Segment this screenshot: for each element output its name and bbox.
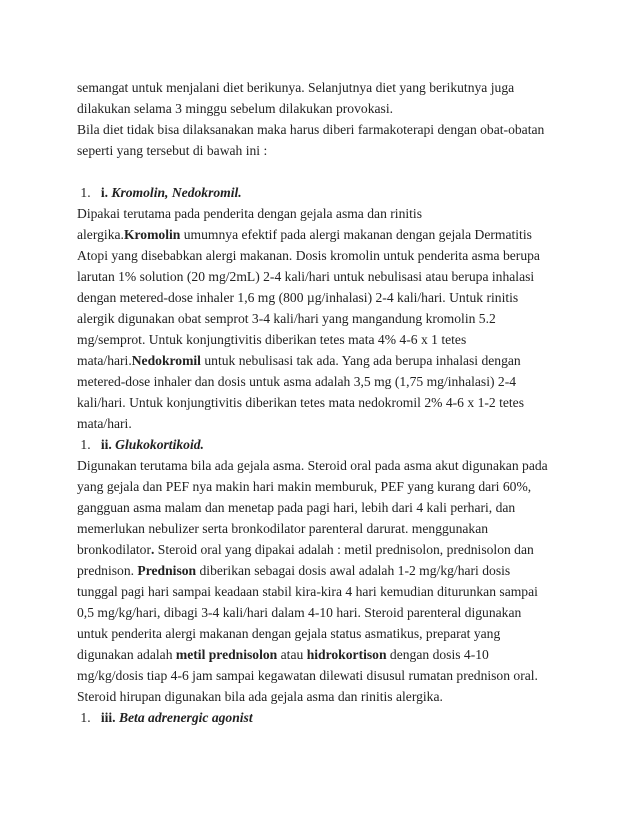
text-line: yang gejala dan PEF nya makin hari makin memburuk, PEF yang kurang dari 60%, — [77, 479, 532, 494]
text-line: Atopi yang disebabkan alergi makanan. Dosis kromolin untuk penderita asma berupa — [77, 248, 540, 263]
section-heading — [77, 182, 577, 203]
section-title: Glukokortikoid. — [115, 437, 204, 452]
text-line: alergika.Kromolin umumnya efektif pada alergi makanan dengan gejala Dermatitis — [77, 227, 532, 242]
text-line: kali/hari. Untuk konjungtivitis diberikan tetes mata nedokromil 2% 4-6 x 1-2 tetes — [77, 395, 524, 410]
text-line: semangat untuk menjalani diet berikunya. Selanjutnya diet yang berikutnya juga — [77, 80, 515, 95]
list-number: 1. — [80, 710, 91, 725]
section-title: Kromolin, Nedokromil. — [111, 185, 242, 200]
text-line: tunggal pagi hari sampai keadaan stabil kira-kira 4 hari kemudian diturunkan sampai — [77, 584, 538, 599]
drug-name: hidrokortison — [306, 647, 387, 662]
drug-name: metil prednisolon — [175, 647, 278, 662]
text-line: larutan 1% solution (20 mg/2mL) 2-4 kali/hari untuk nebulisasi atau berupa inhalasi — [77, 269, 535, 284]
text-line: dilakukan selama 3 minggu sebelum dilakukan provokasi. — [77, 101, 393, 116]
text-line: untuk penderita alergi makanan dengan gejala status asmatikus, preparat yang — [77, 626, 501, 641]
drug-name: Nedokromil — [131, 353, 201, 368]
text-line: Bila diet tidak bisa dilaksanakan maka harus diberi farmakoterapi dengan obat-obatan — [77, 122, 545, 137]
text-line: mg/semprot. Untuk konjungtivitis diberikan tetes mata 4% 4-6 x 1 tetes — [77, 332, 467, 347]
blank-line — [77, 161, 577, 182]
list-number: 1. — [80, 437, 91, 452]
document-page — [77, 77, 577, 728]
roman-numeral: iii. — [100, 710, 116, 725]
text-line: prednison. Prednison diberikan sebagai dosis awal adalah 1-2 mg/kg/hari dosis — [77, 563, 511, 578]
text-line: 0,5 mg/kg/hari, dibagi 3-4 kali/hari dalam 4-10 hari. Steroid parenteral digunakan — [77, 605, 522, 620]
list-number: 1. — [80, 185, 91, 200]
text-line: bronkodilator. Steroid oral yang dipakai adalah : metil prednisolon, prednisolon dan — [77, 542, 534, 557]
roman-numeral: ii. — [100, 437, 112, 452]
text-line: Dipakai terutama pada penderita dengan gejala asma dan rinitis — [77, 206, 422, 221]
section-title: Beta adrenergic agonist — [118, 710, 253, 725]
section-beta-adrenergic — [77, 707, 577, 728]
text-line: seperti yang tersebut di bawah ini : — [77, 143, 268, 158]
text-line: memerlukan nebulizer serta bronkodilator parenteral darurat. menggunakan — [77, 521, 489, 536]
text-line: mg/kg/dosis tiap 4-6 jam sampai kegawatan dilewati disusul rumatan prednison oral. — [77, 668, 538, 683]
section-kromolin — [77, 182, 577, 434]
text-line: Digunakan terutama bila ada gejala asma. Steroid oral pada asma akut digunakan pada — [77, 458, 548, 473]
text-line: dengan metered-dose inhaler 1,6 mg (800 µg/inhalasi) 2-4 kali/hari. Untuk rinitis — [77, 290, 519, 305]
intro-paragraph — [77, 77, 577, 161]
section-heading — [77, 707, 577, 728]
text-line: mata/hari.Nedokromil untuk nebulisasi tak ada. Yang ada berupa inhalasi dengan — [77, 353, 521, 368]
roman-numeral: i. — [100, 185, 108, 200]
text-line: Steroid hirupan digunakan bila ada gejala asma dan rinitis alergika. — [77, 689, 443, 704]
text-line: metered-dose inhaler dan dosis untuk asma adalah 3,5 mg (1,75 mg/inhalasi) 2-4 — [77, 374, 517, 389]
text-line: mata/hari. — [77, 416, 132, 431]
section-heading — [77, 434, 577, 455]
section-glukokortikoid — [77, 434, 577, 707]
text-line: gangguan asma malam dan menetap pada pagi hari, lebih dari 4 kali perhari, dan — [77, 500, 516, 515]
text-line: digunakan adalah metil prednisolon atau hidrokortison dengan dosis 4-10 — [77, 647, 489, 662]
drug-name: Kromolin — [123, 227, 181, 242]
drug-name: Prednison — [137, 563, 197, 578]
text-line: alergik digunakan obat semprot 3-4 kali/hari yang mangandung kromolin 5.2 — [77, 311, 496, 326]
